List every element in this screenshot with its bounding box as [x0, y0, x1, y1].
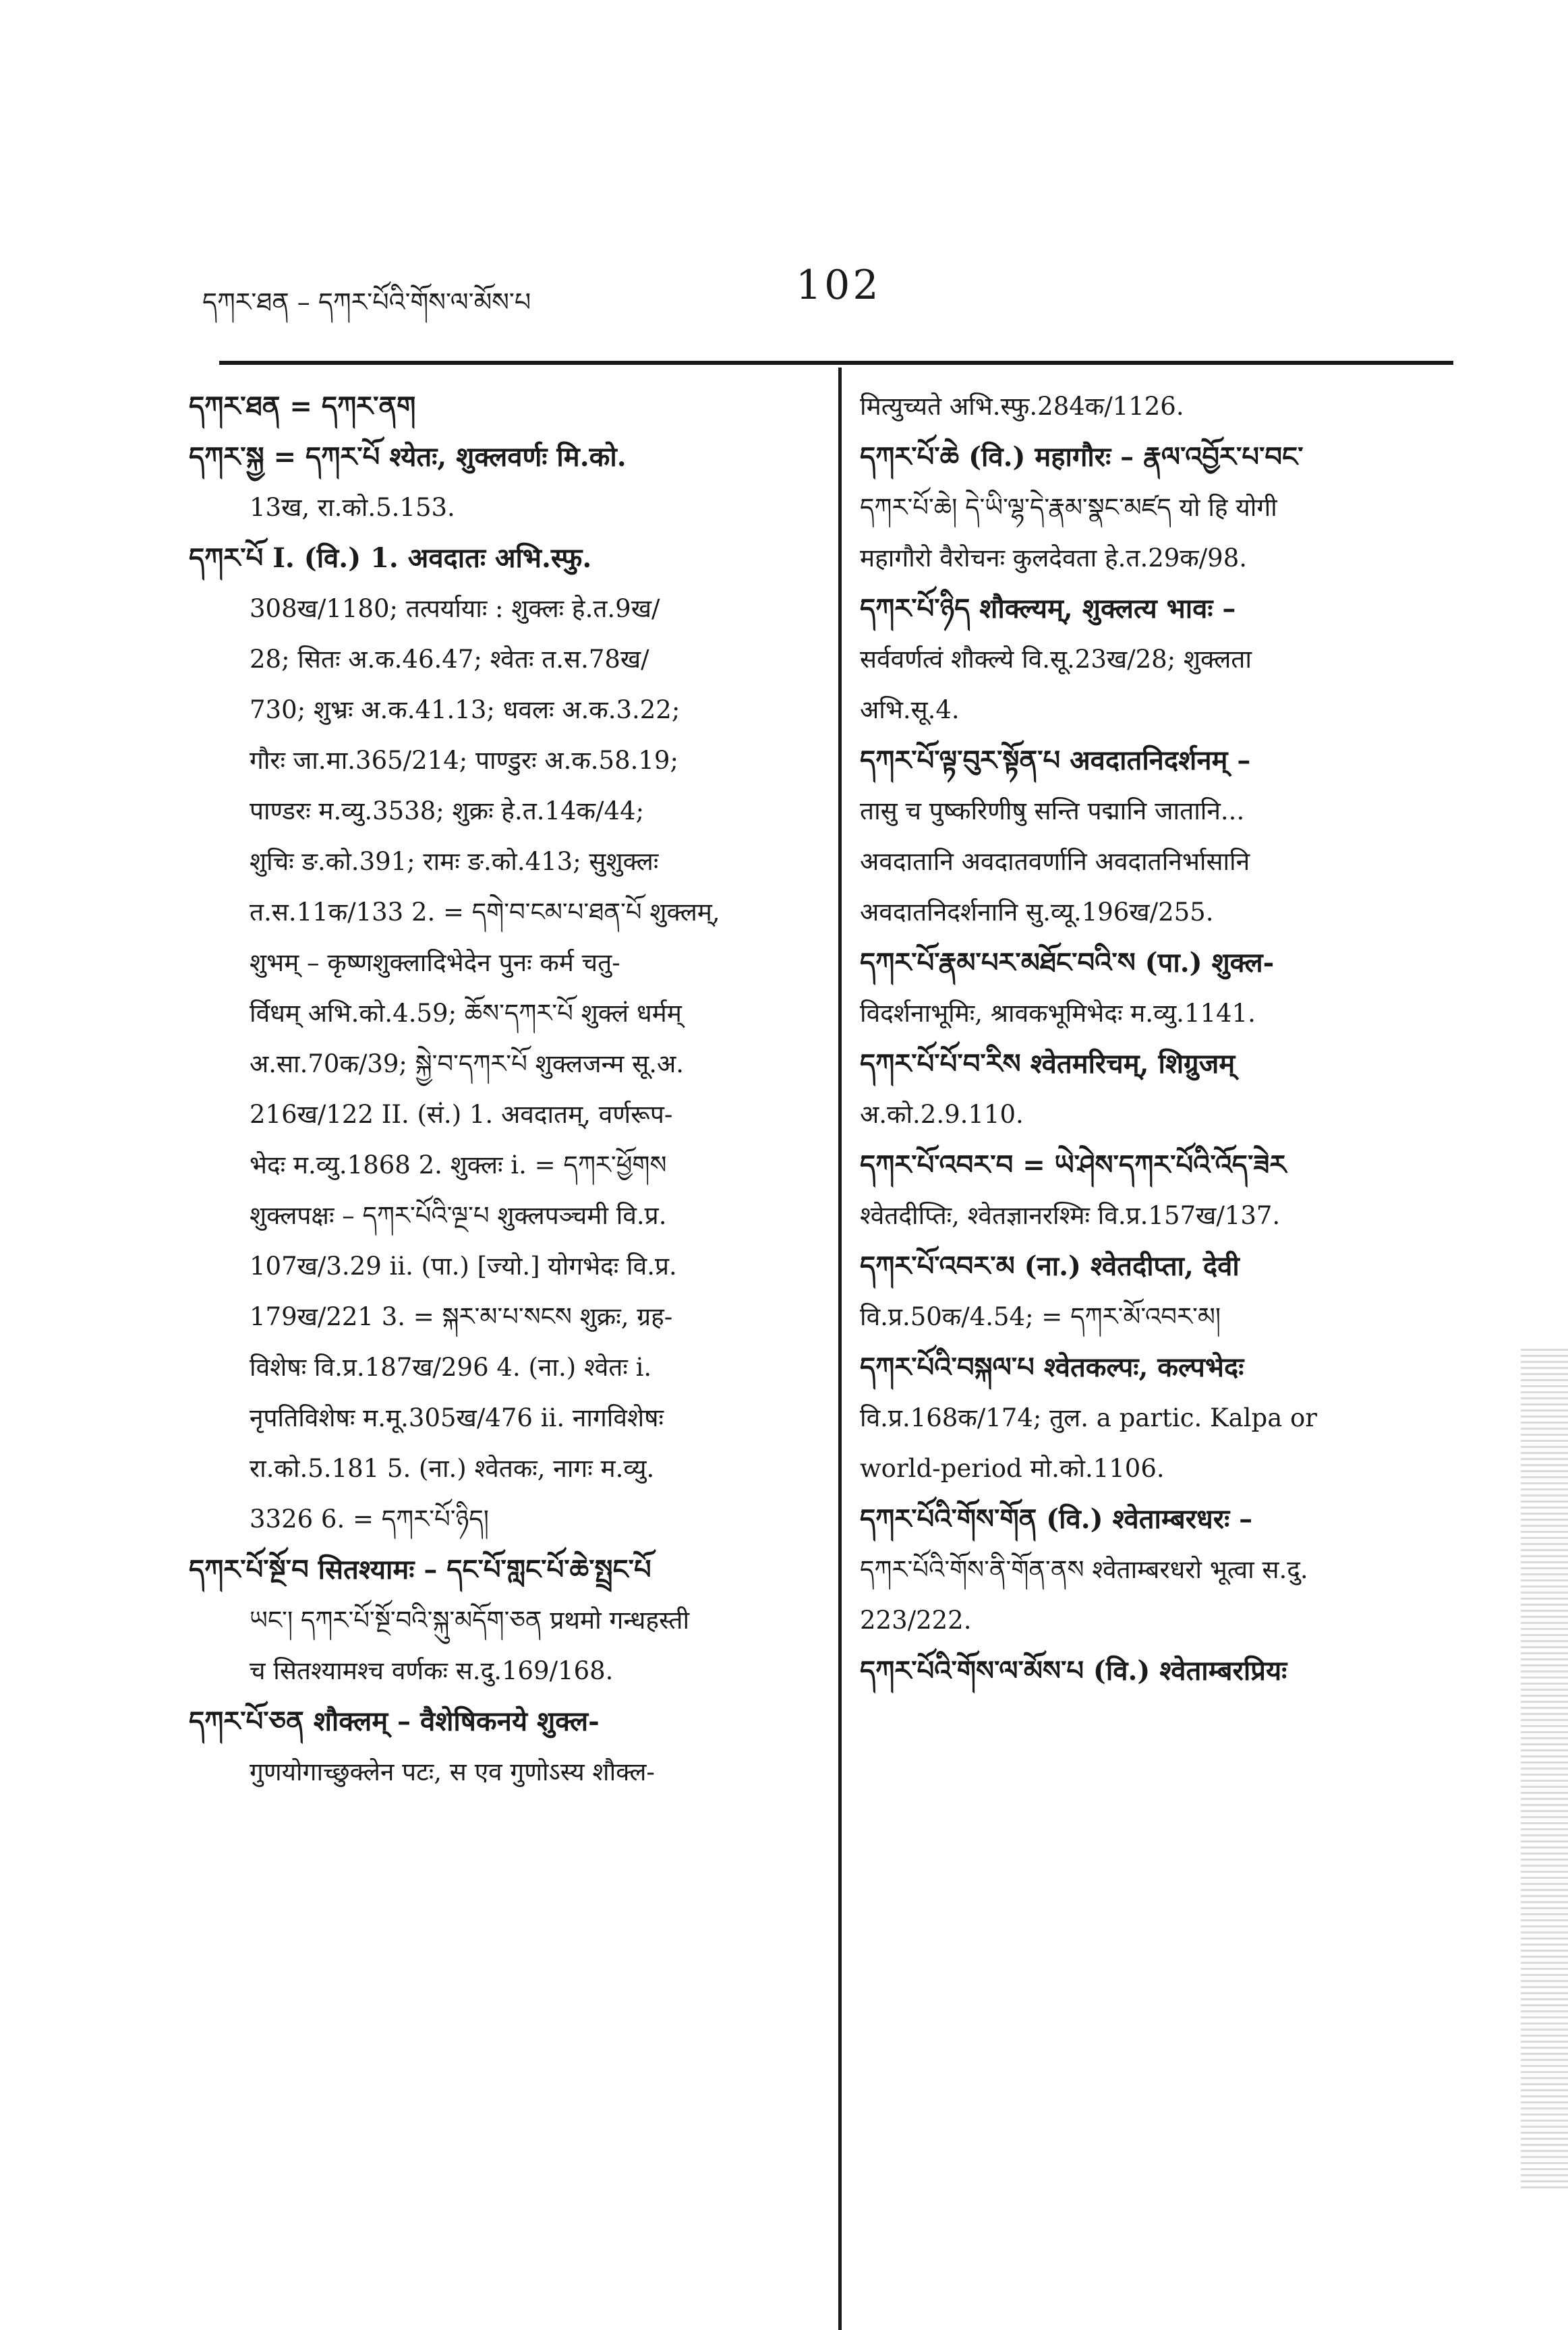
entry-continuation-line: भेदः म.व्यु.1868 2. शुक्लः i. = དཀར་ཕྱོགས: [250, 1151, 667, 1179]
entry-continuation-line: 179ख/221 3. = སྐར་མ་པ་སངས शुक्रः, ग्रह-: [250, 1302, 673, 1331]
entry-continuation-line: ཡང་། དཀར་པོ་སྔོ་བའི་སྐུ་མདོག་ཅན प्रथमो गन्धहस्ती: [250, 1606, 690, 1635]
entry-continuation-line: मित्युच्यते अभि.स्फु.284क/1126.: [860, 392, 1184, 421]
entry-continuation-line: अवदातानि अवदातवर्णानि अवदातनिर्भासानि: [860, 847, 1250, 876]
dictionary-entry-line: དཀར་པོ་རྣམ་པར་མཐོང་བའི་ས (पा.) शुक्ल-: [860, 947, 1275, 979]
dictionary-entry-line: དཀར་པོ་འབར་བ = ཡེ་ཤེས་དཀར་པོའི་འོད་ཟེར: [860, 1149, 1287, 1181]
entry-continuation-line: वि.प्र.50क/4.54; = དཀར་མོ་འབར་མ།: [860, 1302, 1221, 1331]
entry-continuation-line: शुचिः ङ.को.391; रामः ङ.को.413; सुशुक्लः: [250, 847, 659, 876]
entry-continuation-line: དཀར་པོའི་གོས་ནི་གོན་ནས श्वेताम्बरधरो भूत्वा स.दु.: [860, 1555, 1308, 1584]
page-header: [202, 262, 1470, 329]
entry-continuation-line: 308ख/1180; तत्पर्यायाः : शुक्लः हे.त.9ख/: [250, 594, 660, 623]
entry-continuation-line: विशेषः वि.प्र.187ख/296 4. (ना.) श्वेतः i.: [250, 1353, 652, 1382]
entry-continuation-line: world-period मो.को.1106.: [860, 1454, 1165, 1483]
column-divider: [838, 368, 842, 2330]
entry-continuation-line: रा.को.5.181 5. (ना.) श्वेतकः, नागः म.व्यु.: [250, 1454, 655, 1483]
entry-continuation-line: अवदातनिदर्शनानि सु.व्यू.196ख/255.: [860, 898, 1214, 927]
page-number: 102: [796, 262, 881, 309]
entry-continuation-line: विदर्शनाभूमिः, श्रावकभूमिभेदः म.व्यु.1141.: [860, 999, 1256, 1028]
entry-continuation-line: 223/222.: [860, 1606, 972, 1635]
entry-continuation-line: सर्ववर्णत्वं शौक्ल्ये वि.सू.23ख/28; शुक्लता: [860, 645, 1252, 674]
entry-continuation-line: वि.प्र.168क/174; तुल. a partic. Kalpa or: [860, 1403, 1317, 1432]
scan-edge-artifact: [1521, 1349, 1568, 2192]
entry-continuation-line: पाण्डरः म.व्यु.3538; शुक्रः हे.त.14क/44;: [250, 796, 645, 825]
entry-continuation-line: शुभम् – कृष्णशुक्लादिभेदेन पुनः कर्म चतु-: [250, 948, 620, 977]
right-column: [860, 381, 1453, 1696]
dictionary-entry-line: དཀར་པོ་འབར་མ (ना.) श्वेतदीप्ता, देवी: [860, 1250, 1240, 1282]
entry-continuation-line: नृपतिविशेषः म.मू.305ख/476 ii. नागविशेषः: [250, 1403, 664, 1432]
dictionary-entry-line: དཀར་པོའི་གོས་གོན (वि.) श्वेताम्बरधरः –: [860, 1503, 1253, 1535]
entry-continuation-line: च सितश्यामश्च वर्णकः स.दु.169/168.: [250, 1656, 614, 1685]
dictionary-entry-line: དཀར་པོ I. (वि.) 1. अवदातः अभि.स्फु.: [189, 542, 592, 574]
entry-continuation-line: अभि.सू.4.: [860, 695, 960, 724]
entry-continuation-line: 216ख/122 II. (सं.) 1. अवदातम्, वर्णरूप-: [250, 1100, 673, 1129]
entry-continuation-line: 28; सितः अ.क.46.47; श्वेतः त.स.78ख/: [250, 645, 649, 674]
dictionary-entry-line: དཀར་པོ་ཉིད शौक्ल्यम्, शुक्लत्य भावः –: [860, 593, 1236, 624]
entry-continuation-line: र्विधम् अभि.को.4.59; ཆོས་དཀར་པོ शुक्लं धर्मम्: [250, 999, 682, 1028]
entry-continuation-line: श्वेतदीप्तिः, श्वेतज्ञानरश्मिः वि.प्र.157ख/137.: [860, 1201, 1281, 1230]
entry-continuation-line: अ.सा.70क/39; སྐྱེ་བ་དཀར་པོ शुक्लजन्म सू.अ.: [250, 1049, 684, 1078]
entry-continuation-line: 107ख/3.29 ii. (पा.) [ज्यो.] योगभेदः वि.प्र.: [250, 1252, 677, 1281]
entry-continuation-line: महागौरो वैरोचनः कुलदेवता हे.त.29क/98.: [860, 544, 1248, 573]
dictionary-entry-line: དཀར་ཐན = དཀར་ནག: [189, 390, 416, 422]
entry-continuation-line: गौरः जा.मा.365/214; पाण्डुरः अ.क.58.19;: [250, 746, 678, 775]
entry-continuation-line: तासु च पुष्करिणीषु सन्ति पद्मानि जातानि...: [860, 796, 1245, 825]
dictionary-entry-line: དཀར་སྐྱ = དཀར་པོ श्येतः, शुक्लवर्णः मि.को.: [189, 441, 627, 473]
entry-continuation-line: गुणयोगाच्छुक्लेन पटः, स एव गुणोऽस्य शौक्ल-: [250, 1757, 655, 1786]
entry-continuation-line: དཀར་པོ་ཆེ། དེ་ཡི་ལྷ་དེ་རྣམ་སྣང་མཛད यो हि योगी: [860, 493, 1277, 522]
entry-continuation-line: 13ख, रा.को.5.153.: [250, 493, 455, 522]
dictionary-entry-line: དཀར་པོ་པོ་བ་རིས श्वेतमरिचम्, शिग्रुजम्: [860, 1048, 1236, 1080]
entry-continuation-line: त.स.11क/133 2. = དགེ་བ་ངམ་པ་ཐན་པོ शुक्लम्,: [250, 898, 720, 927]
header-rule: [219, 361, 1453, 365]
left-column: [189, 381, 816, 1797]
entry-continuation-line: 3326 6. = དཀར་པོ་ཉིད།: [250, 1505, 489, 1534]
dictionary-entry-line: དཀར་པོའི་གོས་ལ་མོས་པ (वि.) श्वेताम्बरप्रियः: [860, 1655, 1287, 1687]
entry-continuation-line: अ.को.2.9.110.: [860, 1100, 1024, 1129]
running-head: དཀར་ཐན – དཀར་པོའི་གོས་ལ་མོས་པ: [202, 287, 531, 317]
dictionary-entry-line: དཀར་པོ་སྔོ་བ सितश्यामः – དང་པོ་གླང་པོ་ཆེ་སྤྲང་པོ: [189, 1554, 651, 1585]
entry-continuation-line: शुक्लपक्षः – དཀར་པོའི་ལྔ་པ शुक्लपञ्चमी वि.प्र.: [250, 1201, 667, 1230]
dictionary-entry-line: དཀར་པོའི་བསྐལ་པ श्वेतकल्पः, कल्पभेदः: [860, 1351, 1244, 1383]
entry-continuation-line: 730; शुभ्रः अ.क.41.13; धवलः अ.क.3.22;: [250, 695, 680, 724]
dictionary-entry-line: དཀར་པོ་ལྟ་བུར་སྟོན་པ अवदातनिदर्शनम् –: [860, 745, 1251, 776]
dictionary-entry-line: དཀར་པོ་ཅན शौक्लम् – वैशेषिकनये शुक्ल-: [189, 1706, 600, 1737]
dictionary-entry-line: དཀར་པོ་ཆེ (वि.) महागौरः – རྣལ་འབྱོར་པ་བང་: [860, 441, 1304, 473]
